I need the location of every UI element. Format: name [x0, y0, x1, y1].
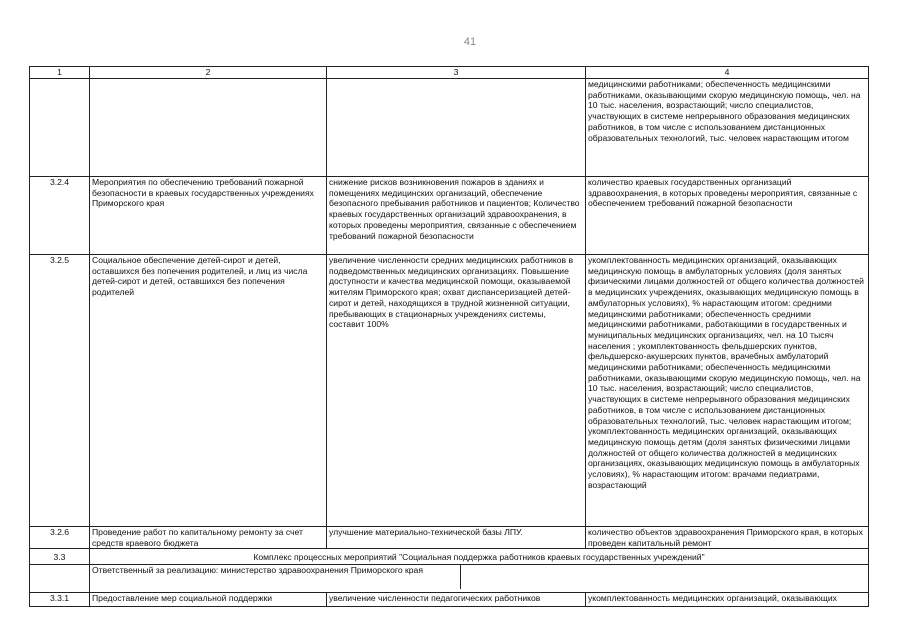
responsible-text: Ответственный за реализацию: министерство здравоохранения Приморского края [90, 565, 461, 589]
row-number: 3.2.6 [30, 527, 90, 549]
row-number [30, 79, 90, 177]
header-cell: 4 [586, 67, 869, 79]
empty-cell [30, 565, 90, 593]
section-title: Комплекс процессных мероприятий "Социальная поддержка работников краевых государственных учреждений" [90, 549, 869, 565]
result-cell [327, 79, 586, 177]
indicator-cell: количество объектов здравоохранения Приморского края, в которых проведен капитальный ремонт [586, 527, 869, 549]
result-cell: увеличение численности средних медицинских работников в подведомственных медицинских организациях. Повышение доступности и качества медицинской помощи, оказываемой жителям Приморского края; охват диспансеризацией детей-сирот и детей, находящихся в трудной жизненной ситуации, пребывающих в стационарных учреждениях системы, составит 100% [327, 255, 586, 527]
event-cell: Предоставление мер социальной поддержки [90, 593, 327, 607]
page-number: 41 [463, 36, 477, 48]
row-number: 3.3.1 [30, 593, 90, 607]
event-cell [90, 79, 327, 177]
result-cell: улучшение материально-технической базы ЛПУ. [327, 527, 586, 549]
indicator-cell: укомплектованность медицинских организаций, оказывающих медицинскую помощь в амбулаторных условиях (доля занятых физическими лицами должностей от общего количества должностей в медицинских учреждениях, оказывающих медицинскую помощь в амбулаторных условиях), % нарастающим итогом: средними медицинскими работниками; обеспеченность средними медицинскими работниками, работающими в государственных и муниципальных медицинских организациях, чел. на 10 тысяч населения ; укомплектованность фельдшерских пунктов, фельдшерско-акушерских пунктов, врачебных амбулаторий медицинскими работниками; обеспеченность медицинскими работниками, оказывающими скорую медицинскую помощь, чел. на 10 тыс. населения, возрастающий; число специалистов, участвующих в системе непрерывного образования медицинских работников, в том числе с использованием дистанционных образовательных технологий, тыс. человек нарастающим итогом; укомплектованность медицинских организаций, оказывающих медицинскую помощь детям (доля занятых физическими лицами должностей от общего количества должностей в медицинских организациях, оказывающих медицинскую помощь в амбулаторных условиях), % нарастающим итогом: врачами педиатрами, возрастающий [586, 255, 869, 527]
event-cell: Социальное обеспечение детей-сирот и детей, оставшихся без попечения родителей, и лиц из числа детей-сирот и детей, оставшихся без попечения родителей [90, 255, 327, 527]
header-cell: 1 [30, 67, 90, 79]
program-table [29, 66, 869, 607]
table-row [30, 593, 869, 607]
header-cell: 3 [327, 67, 586, 79]
indicator-cell: укомплектованность медицинских организаций, оказывающих [586, 593, 869, 607]
row-number: 3.2.5 [30, 255, 90, 527]
result-cell: увеличение численности педагогических работников [327, 593, 586, 607]
table-row [30, 527, 869, 549]
table-row [30, 255, 869, 527]
table-row [30, 79, 869, 177]
indicator-cell: медицинскими работниками; обеспеченность медицинскими работниками, оказывающими скорую медицинскую помощь, чел. на 10 тыс. населения, возрастающий; число специалистов, участвующих в системе непрерывного образования медицинских работников, в том числе с использованием дистанционных образовательных технологий, тыс. человек нарастающим итогом [586, 79, 869, 177]
section-row [30, 549, 869, 565]
event-cell: Проведение работ по капитальному ремонту за счет средств краевого бюджета [90, 527, 327, 549]
event-cell: Мероприятия по обеспечению требований пожарной безопасности в краевых государственных учреждениях Приморского края [90, 177, 327, 255]
section-number: 3.3 [30, 549, 90, 565]
result-cell: снижение рисков возникновения пожаров в зданиях и помещениях медицинских организаций, обеспечение безопасного пребывания работников и пациентов; Количество краевых государственных организаций здравоохранения, в которых проведены мероприятия, связанные с обеспечением требований пожарной безопасности [327, 177, 586, 255]
responsible-cell [90, 565, 869, 593]
responsible-row [30, 565, 869, 593]
indicator-cell: количество краевых государственных организаций здравоохранения, в которых проведены мероприятия, связанные с обеспечением требований пожарной безопасности [586, 177, 869, 255]
table-row [30, 177, 869, 255]
header-cell: 2 [90, 67, 327, 79]
table-header-row [30, 67, 869, 79]
row-number: 3.2.4 [30, 177, 90, 255]
